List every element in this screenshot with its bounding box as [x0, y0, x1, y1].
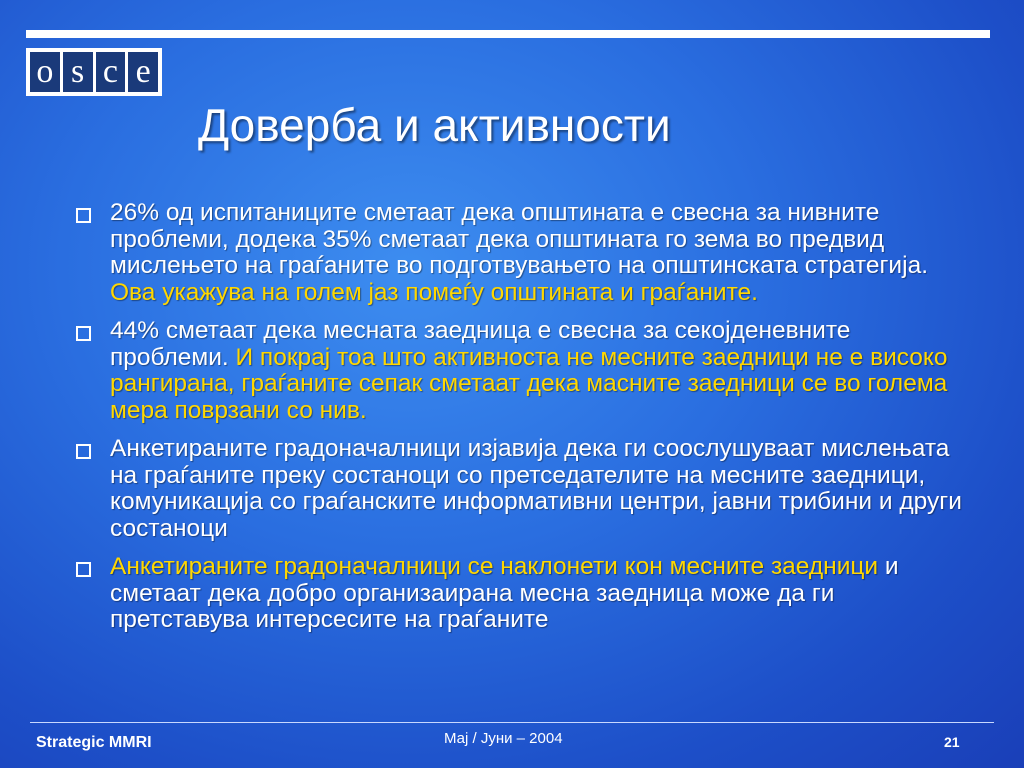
bullet-text: 44% сметаат дека месната заедница е свесна за секојденевните проблеми. [110, 317, 851, 371]
logo-letter: s [63, 52, 93, 92]
bottom-rule [30, 722, 994, 723]
bullet-highlight: И покрај тоа што активноста не месните заедници не е високо рангирана, граѓаните сепак сметаат дека масните заедници се во голема мера поврзани со нив. [110, 343, 948, 424]
bullet-text: Анкетираните градоначалници изјавија дека ги сооcлушуваат мислењата на граѓаните преку состаноци со претседателите на месните заедници, комуникација со граѓанските информативни центри, јавни трибини и други состаноци [110, 435, 962, 542]
page-number: 21 [944, 734, 960, 750]
bullet-item [74, 554, 974, 634]
top-rule [26, 30, 990, 38]
osce-logo [26, 48, 162, 96]
slide-title: Доверба и активности [198, 99, 671, 151]
footer-left: Strategic MMRI [36, 734, 152, 751]
square-bullet-icon [76, 444, 91, 459]
bullet-highlight: Анкетираните градоначалници се наклонети кон месните заедници [110, 553, 879, 580]
square-bullet-icon [76, 326, 91, 341]
logo-letter: e [128, 52, 158, 92]
bullet-item [74, 200, 974, 306]
footer-date: Мај / Јуни – 2004 [444, 730, 563, 747]
bullet-text: и сметаат дека добро организаирана месна заедница може да ги претставува интерсесите на граѓаните [110, 553, 899, 633]
bullet-item [74, 318, 974, 424]
bullet-list [74, 200, 974, 646]
square-bullet-icon [76, 562, 91, 577]
bullet-item [74, 436, 974, 542]
logo-letter: c [96, 52, 126, 92]
bullet-highlight: Ова укажува на голем јаз помеѓу општината и граѓаните. [110, 278, 758, 306]
square-bullet-icon [76, 208, 91, 223]
bullet-text: 26% од испитаниците сметаат дека општината е свесна за нивните проблеми, додека 35% сметаат дека општината го зема во предвид мислењето на граѓаните во подготвувањето на општинската стратегија. [110, 199, 928, 279]
logo-letter: o [30, 52, 60, 92]
